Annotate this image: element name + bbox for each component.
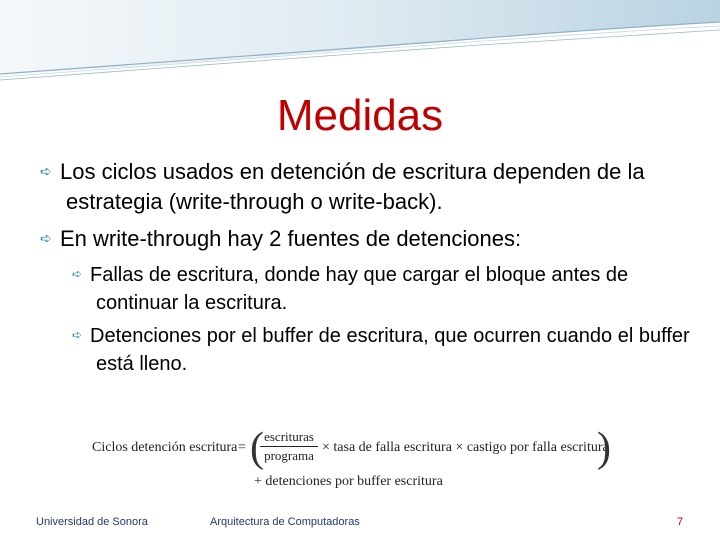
slide-title: Medidas [276, 91, 444, 140]
bullet-item [30, 156, 710, 217]
bullet-arrow-icon: ➪ [72, 328, 83, 342]
formula-second-line: + detenciones por buffer escritura [254, 474, 443, 489]
bullet-arrow-icon: ➪ [72, 267, 83, 281]
page-number: 7 [677, 516, 684, 528]
formula-fraction [260, 429, 318, 464]
right-paren: ) [597, 425, 611, 471]
sub-bullet-item [30, 260, 710, 317]
bullet-item [30, 223, 710, 254]
bullet-arrow-icon: ➪ [40, 230, 52, 246]
header-wave-banner [0, 0, 720, 95]
footer-institution: Universidad de Sonora [36, 516, 148, 528]
formula-lhs: Ciclos detención escritura [92, 440, 238, 455]
bullet-arrow-icon: ➪ [40, 163, 52, 179]
sub-bullet-text: Detenciones por el buffer de escritura, que ocurren cuando el buffer está lleno. [90, 325, 690, 375]
bullet-text: Los ciclos usados en detención de escritura dependen de la estrategia (write-through o write-back). [60, 159, 645, 214]
bullet-list [30, 156, 710, 382]
bullet-text: En write-through hay 2 fuentes de detenciones: [60, 226, 522, 251]
fraction-numerator: escrituras [260, 429, 318, 447]
left-paren: ( [250, 425, 264, 471]
footer-course: Arquitectura de Computadoras [210, 516, 360, 528]
sub-bullet-text: Fallas de escritura, donde hay que cargar el bloque antes de continuar la escritura. [90, 264, 629, 314]
fraction-denominator: programa [264, 448, 314, 463]
formula-terms: × tasa de falla escritura × castigo por falla escritura [322, 440, 609, 455]
sub-bullet-item [30, 321, 710, 378]
write-stall-formula [92, 426, 612, 496]
formula-equals: = [238, 440, 246, 455]
